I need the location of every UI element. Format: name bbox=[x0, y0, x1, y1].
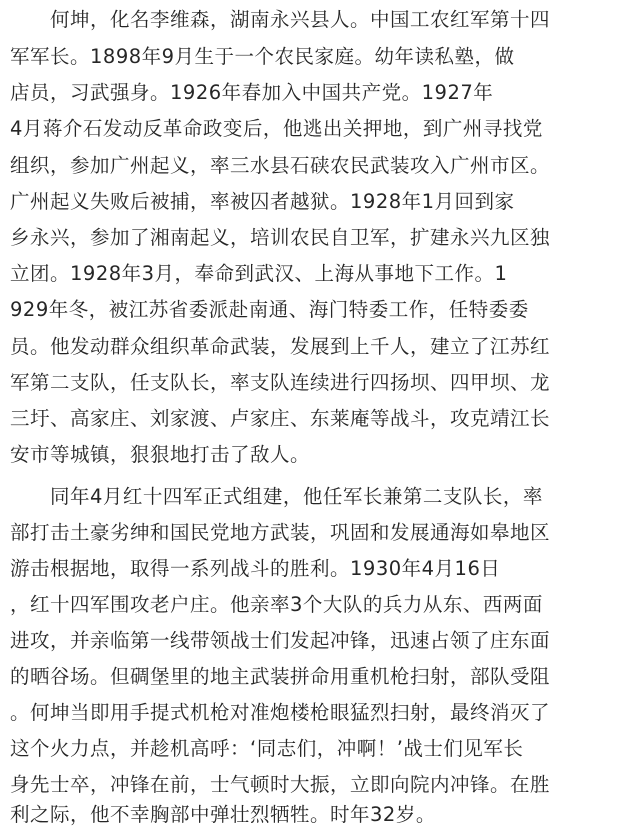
text-line: 组织，参加广州起义，率三水县石硖农民武装攻入广州市区。 bbox=[10, 154, 551, 177]
text-line: 身先士卒，冲锋在前，士气顿时大振，立即向院内冲锋。在胜 bbox=[10, 773, 551, 796]
text-line: 这个火力点，并趁机高呼：‘同志们，冲啊！’战士们见军长 bbox=[10, 737, 524, 760]
text-line: ，红十四军围攻老户庄。他亲率3个大队的兵力从东、西两面 bbox=[10, 593, 543, 616]
text-line: 员。他发动群众组织革命武装，发展到上千人，建立了江苏红 bbox=[10, 335, 551, 358]
text-line: 何坤，化名李维森，湖南永兴县人。中国工农红军第十四 bbox=[10, 8, 551, 31]
text-line: 同年4月红十四军正式组建，他任军长兼第二支队长，率 bbox=[10, 485, 543, 508]
text-line: 4月蒋介石发动反革命政变后，他逃出关押地，到广州寻找党 bbox=[10, 117, 543, 140]
text-line: 利之际，他不幸胸部中弹壮烈牺牲。时年32岁。 bbox=[10, 803, 436, 826]
text-line: 店员，习武强身。1926年春加入中国共产党。1927年 bbox=[10, 81, 494, 104]
text-line: 游击根据地，取得一系列战斗的胜利。1930年4月16日 bbox=[10, 557, 501, 580]
text-line: 三圩、高家庄、刘家渡、卢家庄、东莱庵等战斗，攻克靖江长 bbox=[10, 407, 551, 430]
text-line: 乡永兴，参加了湘南起义，培训农民自卫军，扩建永兴九区独 bbox=[10, 226, 551, 249]
text-line: 广州起义失败后被捕，率被囚者越狱。1928年1月回到家 bbox=[10, 190, 515, 213]
text-line: 安市等城镇，狠狠地打击了敌人。 bbox=[10, 443, 311, 466]
text-line: 的晒谷场。但碉堡里的地主武装拼命用重机枪扫射，部队受阻 bbox=[10, 665, 551, 688]
text-line: 进攻，并亲临第一线带领战士们发起冲锋，迅速占领了庄东面 bbox=[10, 629, 551, 652]
text-line: 军军长。1898年9月生于一个农民家庭。幼年读私塾，做 bbox=[10, 45, 515, 68]
text-line: 立团。1928年3月，奉命到武汉、上海从事地下工作。1 bbox=[10, 262, 508, 285]
text-line: 部打击土豪劣绅和国民党地方武装，巩固和发展通海如皋地区 bbox=[10, 521, 551, 544]
text-line: 929年冬，被江苏省委派赴南通、海门特委工作，任特委委 bbox=[10, 298, 529, 321]
text-line: 。何坤当即用手提式机枪对准炮楼枪眼猛烈扫射，最终消灭了 bbox=[10, 701, 551, 724]
text-line: 军第二支队，任支队长，率支队连续进行四扬坝、四甲坝、龙 bbox=[10, 371, 551, 394]
